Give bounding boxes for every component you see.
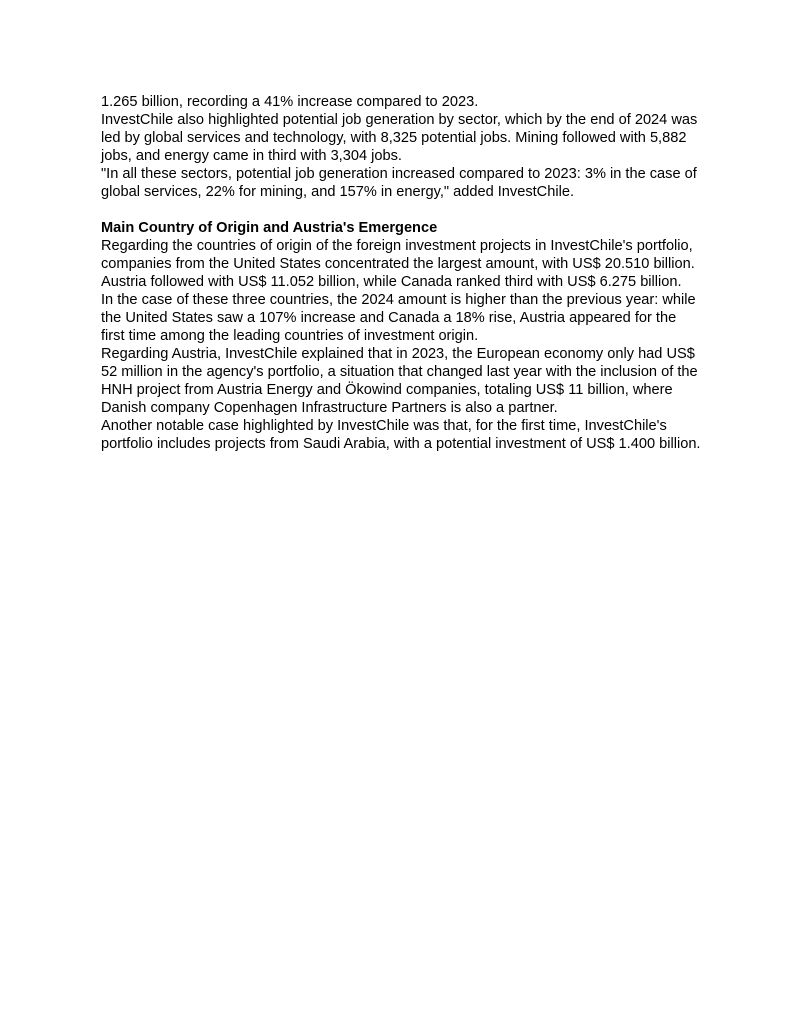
paragraph-investchile-quote: "In all these sectors, potential job generation increased compared to 2023: 3% in the case of global services, 22% for mining, and 157% in energy," added InvestChile. bbox=[101, 166, 697, 200]
paragraph-saudi-arabia: Another notable case highlighted by InvestChile was that, for the first time, InvestChile's portfolio includes projects from Saudi Arabia, with a potential investment of US$ 1.400 billion. bbox=[101, 418, 701, 452]
document-page bbox=[101, 93, 701, 453]
paragraph-investment-increase: 1.265 billion, recording a 41% increase compared to 2023. bbox=[101, 94, 479, 110]
paragraph-job-generation-by-sector: InvestChile also highlighted potential job generation by sector, which by the end of 2024 was led by global services and technology, with 8,325 potential jobs. Mining followed with 5,882 jobs, and energy came in third with 3,304 jobs. bbox=[101, 112, 698, 164]
paragraph-countries-of-origin: Regarding the countries of origin of the foreign investment projects in InvestChile's portfolio, companies from the United States concentrated the largest amount, with US$ 20.510 billion. Austria followed with US$ 11.052 billion, while Canada ranked third with US$ 6.275 billion. bbox=[101, 238, 695, 290]
paragraph-three-countries-comparison: In the case of these three countries, the 2024 amount is higher than the previous year: while the United States saw a 107% increase and Canada a 18% rise, Austria appeared for the first time among the leading countries of investment origin. bbox=[101, 292, 696, 344]
section-spacer bbox=[101, 201, 701, 219]
section-heading: Main Country of Origin and Austria's Emergence bbox=[101, 220, 438, 236]
paragraph-austria-details: Regarding Austria, InvestChile explained that in 2023, the European economy only had US$ 52 million in the agency's portfolio, a situation that changed last year with the inclusion of the HNH project from Austria Energy and Ökowind companies, totaling US$ 11 billion, where Danish company Copenhagen Infrastructure Partners is also a partner. bbox=[101, 346, 698, 416]
